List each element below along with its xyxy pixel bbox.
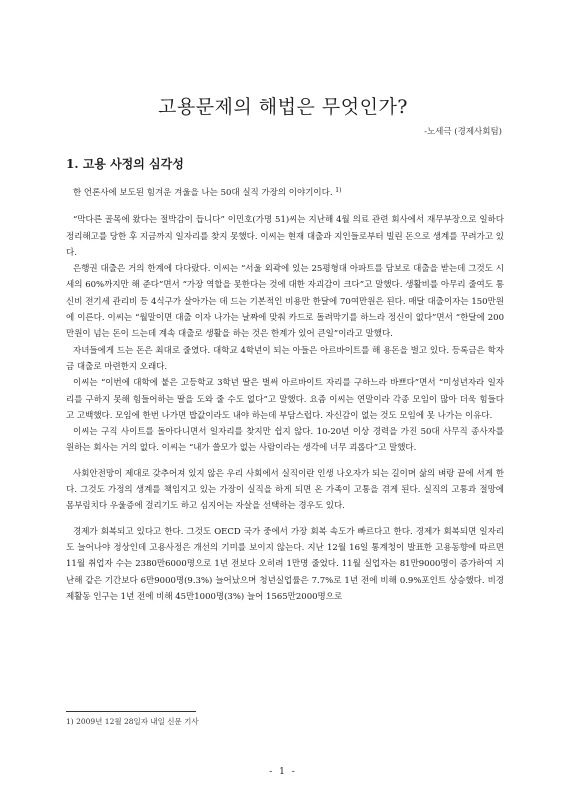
author-line: -노세극 (경제사회팀) xyxy=(424,127,502,137)
paragraph: 자녀들에게 드는 돈은 최대로 줄였다. 대학교 4학년이 되는 아들은 아르바이트를 해 용돈을 벌고 있다. 등록금은 학자금 대출로 마련한지 오래다. xyxy=(66,345,504,372)
paragraph: 이씨는 “이번에 대학에 붙은 고등학교 3학년 딸은 벌써 아르바이트 자리를 구하느라 바쁘다”면서 “미성년자라 일자리를 구하지 못해 힘들어하는 딸을 도와 줄 수도 없다”고 말했다. 요즘 이씨는 연말이라 각종 모임이 많아 더욱 힘들다고 고백했다. 모임에 한번 나가면 밥값이라도 내야 하는데 부담스럽다. 자신감이 없는 것도 모임에 못 나가는 이유다. xyxy=(66,378,504,421)
footnote: 1) 2009년 12월 28일자 내일 신문 기사 xyxy=(66,717,199,726)
body-text xyxy=(66,183,504,605)
paragraph: “막다른 골목에 왔다는 절박감이 듭니다” 이민호(가명 51)씨는 지난해 4월 의료 관련 회사에서 재무부장으로 일하다 정리해고를 당한 후 지금까지 일자리를 찾지 못했다. 이씨는 현재 대출과 지인들로부터 빌린 돈으로 생계를 꾸려가고 있다. xyxy=(66,215,504,258)
footnote-ref: 1) xyxy=(335,187,342,194)
footnote-divider xyxy=(66,711,196,712)
paragraph-intro xyxy=(66,183,504,201)
document-title: 고용문제의 해법은 무엇인가? xyxy=(157,96,408,118)
paragraph: 사회안전망이 제대로 갖추어져 있지 않은 우리 사회에서 실직이란 인생 나오자가 되는 길이며 삶의 벼랑 끝에 서게 한다. 그것도 가정의 생계를 책임지고 있는 가장이 실직을 하게 되면 온 가족이 고통을 겪게 된다. 실직의 고통과 절망에 몸부림치다 우울증에 걸리기도 하고 심지어는 자살을 선택하는 경우도 있다. xyxy=(66,468,504,512)
paragraph: 은행권 대출은 거의 한계에 다다랐다. 이씨는 “서울 외곽에 있는 25평형대 아파트를 담보로 대출을 받는데 그것도 시세의 60%까지만 해 준다”면서 “가장 역할을 못한다는 것에 대한 자괴감이 크다”고 말했다. 생활비를 아무리 줄여도 통신비 전기세 관리비 등 4식구가 살아가는 데 드는 기본적인 비용만 한달에 70여만원은 된다. 매달 대출이자는 150만원에 이른다. 이씨는 “월말이면 대출 이자 나가는 날짜에 맞춰 카드로 돌려막기를 하느라 정신이 없다”면서 “한달에 200만원이 넘는 돈이 드는데 계속 대출로 생활을 하는 것은 한계가 있어 큰일”이라고 말했다. xyxy=(66,264,504,340)
section-heading: 1. 고용 사정의 심각성 xyxy=(66,157,184,171)
paragraph: 경제가 회복되고 있다고 한다. 그것도 OECD 국가 중에서 가장 회복 속도가 빠르다고 한다. 경제가 회복되면 일자리도 늘어나야 정상인데 고용사정은 개선의 기미를 보이지 않는다. 지난 12월 16일 통계청이 발표한 고용동향에 따르면 11월 취업자 수는 2380만6000명으로 1년 전보다 오히려 1만명 줄었다. 11월 실업자는 81만9000명이 증가하여 지난해 같은 기간보다 6만9000명(9.3%) 늘어났으며 청년실업률은 7.7%로 1년 전에 비해 0.9%포인트 상승했다. 비경제활동 인구는 1년 전에 비해 45만1000명(3%) 늘어 1565만2000명으로 xyxy=(66,526,504,602)
page-number: - 1 - xyxy=(269,767,297,777)
paragraph-text: 한 언론사에 보도된 힘겨운 겨울을 나는 50대 실직 가장의 이야기이다. xyxy=(73,188,333,198)
paragraph: 이씨는 구직 사이트를 돌아다니면서 일자리를 찾지만 쉽지 않다. 10-20년 이상 경력을 가진 50대 사무직 종사자를 원하는 회사는 거의 없다. 이씨는 “내가 쓸모가 없는 사람이라는 생각에 너무 괴롭다”고 말했다. xyxy=(66,427,504,454)
